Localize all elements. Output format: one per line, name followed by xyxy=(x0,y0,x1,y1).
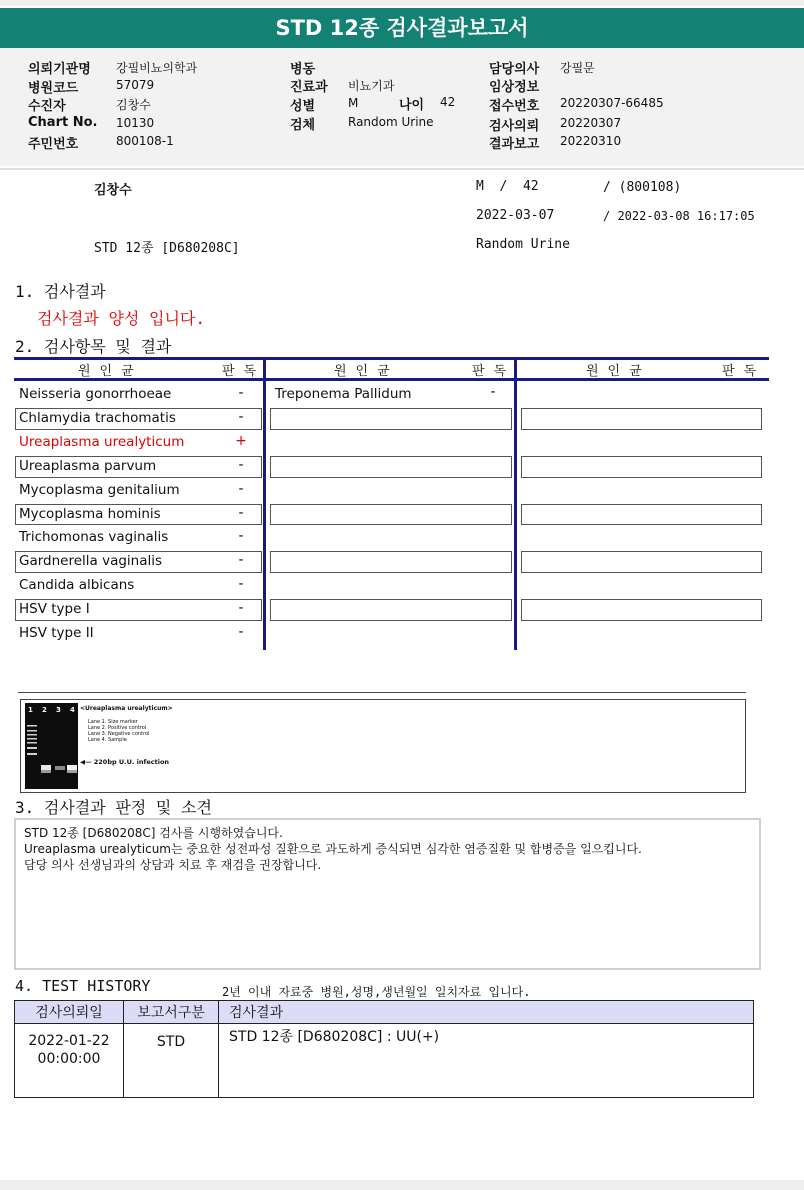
test-name: STD 12종 [D680208C] xyxy=(94,241,240,256)
history-note: 2년 이내 자료중 병원,성명,생년월일 일치자료 입니다. xyxy=(222,985,531,999)
row-box xyxy=(521,599,762,621)
header-value: 강필문 xyxy=(560,61,595,75)
lane-label-1: 1 xyxy=(28,706,33,714)
pathogen-result: - xyxy=(490,384,496,400)
header-label: 검사의뢰 xyxy=(489,119,540,134)
gel-arrow-label: ◀— 220bp U.U. infection xyxy=(80,758,170,766)
pathogen-result: - xyxy=(238,504,244,521)
specimen: Random Urine xyxy=(476,237,570,252)
history-result: STD 12종 [D680208C] : UU(+) xyxy=(219,1024,754,1098)
gel-legend-line: Lane 2. Positive control xyxy=(88,725,147,731)
lane-label-2: 2 xyxy=(42,706,47,714)
header-value: 57079 xyxy=(116,78,155,92)
history-row xyxy=(15,1024,754,1098)
header-value: 20220307-66485 xyxy=(560,96,664,110)
pathogen-result: - xyxy=(238,408,244,425)
row-box xyxy=(270,599,512,621)
row-box xyxy=(270,408,512,430)
pathogen-name: HSV type II xyxy=(19,625,94,641)
section1-title: 1. 검사결과 xyxy=(15,282,106,301)
header-label: 수진자 xyxy=(28,99,66,114)
pathogen-result: - xyxy=(238,385,244,401)
pathogen-result: - xyxy=(238,456,244,473)
header-separator xyxy=(0,168,804,170)
positive-message: 검사결과 양성 입니다. xyxy=(37,309,206,328)
history-type: STD xyxy=(124,1024,219,1098)
pathogen-result: - xyxy=(238,552,244,569)
header-value: 800108-1 xyxy=(116,134,174,148)
history-date: 2022-01-22 xyxy=(28,1033,110,1049)
header-label: 성별 xyxy=(290,99,316,114)
history-date-cell xyxy=(15,1024,124,1098)
header-value: 비뇨기과 xyxy=(348,79,395,93)
pathogen-result: - xyxy=(238,600,244,617)
col-pathogen-3: 원인균 xyxy=(586,364,651,379)
pathogen-name: HSV type I xyxy=(19,601,90,618)
row-box xyxy=(270,504,512,526)
col-result-1: 판독 xyxy=(222,364,266,379)
opinion-box xyxy=(14,818,761,970)
header-label: 병원코드 xyxy=(28,81,79,96)
pathogen-name: Treponema Pallidum xyxy=(275,386,412,402)
section4-title: 4. TEST HISTORY xyxy=(15,977,151,995)
top-strip xyxy=(0,0,804,6)
col-result-3: 판독 xyxy=(722,364,766,379)
header-value: 10130 xyxy=(116,116,155,130)
grid-divider-1 xyxy=(263,357,266,650)
patient-name: 김창수 xyxy=(94,183,132,198)
pathogen-result: + xyxy=(235,432,247,449)
header-value: M xyxy=(348,96,359,110)
header-value: 강필비뇨의학과 xyxy=(116,61,198,75)
history-header-type: 보고서구분 xyxy=(124,1001,219,1024)
header-value: Random Urine xyxy=(348,115,434,129)
col-result-2: 판독 xyxy=(472,364,516,379)
header-label: Chart No. xyxy=(28,115,98,130)
opinion-line-3: 담당 의사 선생님과의 상담과 치료 후 재검을 권장합니다. xyxy=(24,858,322,872)
lane-label-3: 3 xyxy=(56,706,61,714)
header-value: 20220307 xyxy=(560,116,622,130)
report-datetime: / 2022-03-08 16:17:05 xyxy=(603,209,755,223)
header-label: 임상정보 xyxy=(489,80,540,95)
col-pathogen-2: 원인균 xyxy=(334,364,399,379)
gel-title: <Ureaplasma urealyticum> xyxy=(80,705,173,712)
header-info xyxy=(0,48,804,166)
header-label: 담당의사 xyxy=(489,62,540,77)
pathogen-name: Mycoplasma hominis xyxy=(19,505,161,522)
gel-legend-line: Lane 1. Size marker xyxy=(88,719,138,725)
age-label: 나이 xyxy=(399,98,425,113)
header-label: 접수번호 xyxy=(489,99,540,114)
pathogen-name: Candida albicans xyxy=(19,577,135,594)
header-label: 주민번호 xyxy=(28,137,79,152)
lane-label-4: 4 xyxy=(70,706,75,714)
header-value: 김창수 xyxy=(116,98,151,112)
report-title: STD 12종 검사결과보고서 xyxy=(0,8,804,48)
section3-title: 3. 검사결과 판정 및 소견 xyxy=(15,798,212,817)
header-label: 병동 xyxy=(290,62,316,77)
pathogen-name: Neisseria gonorrhoeae xyxy=(19,386,172,402)
header-label: 결과보고 xyxy=(489,137,540,152)
receipt-date: 2022-03-07 xyxy=(476,208,555,223)
history-header-date: 검사의뢰일 xyxy=(15,1001,124,1024)
age-value: 42 xyxy=(440,95,456,109)
gel-image xyxy=(25,703,78,789)
pathogen-result: - xyxy=(238,624,244,640)
pathogen-name: Trichomonas vaginalis xyxy=(19,529,169,546)
gel-panel xyxy=(20,699,746,793)
row-box xyxy=(270,551,512,573)
bottom-strip xyxy=(0,1180,804,1190)
gel-top-rule xyxy=(18,692,746,693)
row-box xyxy=(521,504,762,526)
row-box xyxy=(521,551,762,573)
birth-date: / (800108) xyxy=(603,180,682,195)
history-time: 00:00:00 xyxy=(37,1051,101,1067)
pathogen-result: - xyxy=(238,528,244,545)
history-table xyxy=(14,1000,754,1098)
pathogen-result: - xyxy=(238,576,244,593)
pathogen-name: Ureaplasma parvum xyxy=(19,457,157,474)
header-value: 20220310 xyxy=(560,134,622,148)
pathogen-name: Ureaplasma urealyticum xyxy=(19,433,185,450)
header-label: 검체 xyxy=(290,118,316,133)
pathogen-name: Mycoplasma genitalium xyxy=(19,481,180,498)
sex-age: M / 42 xyxy=(476,179,539,194)
opinion-line-1: STD 12종 [D680208C] 검사를 시행하였습니다. xyxy=(24,826,283,840)
grid-divider-2 xyxy=(514,357,517,650)
pathogen-result: - xyxy=(238,480,244,497)
gel-legend-line: Lane 4. Sample xyxy=(88,737,127,743)
col-pathogen-1: 원인균 xyxy=(78,364,143,379)
history-header-result: 검사결과 xyxy=(219,1001,754,1024)
row-box xyxy=(521,408,762,430)
section2-title: 2. 검사항목 및 결과 xyxy=(15,337,172,356)
header-label: 진료과 xyxy=(290,80,328,95)
pathogen-name: Gardnerella vaginalis xyxy=(19,553,163,570)
pathogen-name: Chlamydia trachomatis xyxy=(19,409,176,426)
row-box xyxy=(521,456,762,478)
header-label: 의뢰기관명 xyxy=(28,62,91,77)
row-box xyxy=(270,456,512,478)
opinion-line-2: Ureaplasma urealyticum는 중요한 성전파성 질환으로 과도하게 증식되면 심각한 염증질환 및 합병증을 일으킵니다. xyxy=(24,842,642,856)
gel-legend-line: Lane 3. Negative control xyxy=(88,731,150,737)
